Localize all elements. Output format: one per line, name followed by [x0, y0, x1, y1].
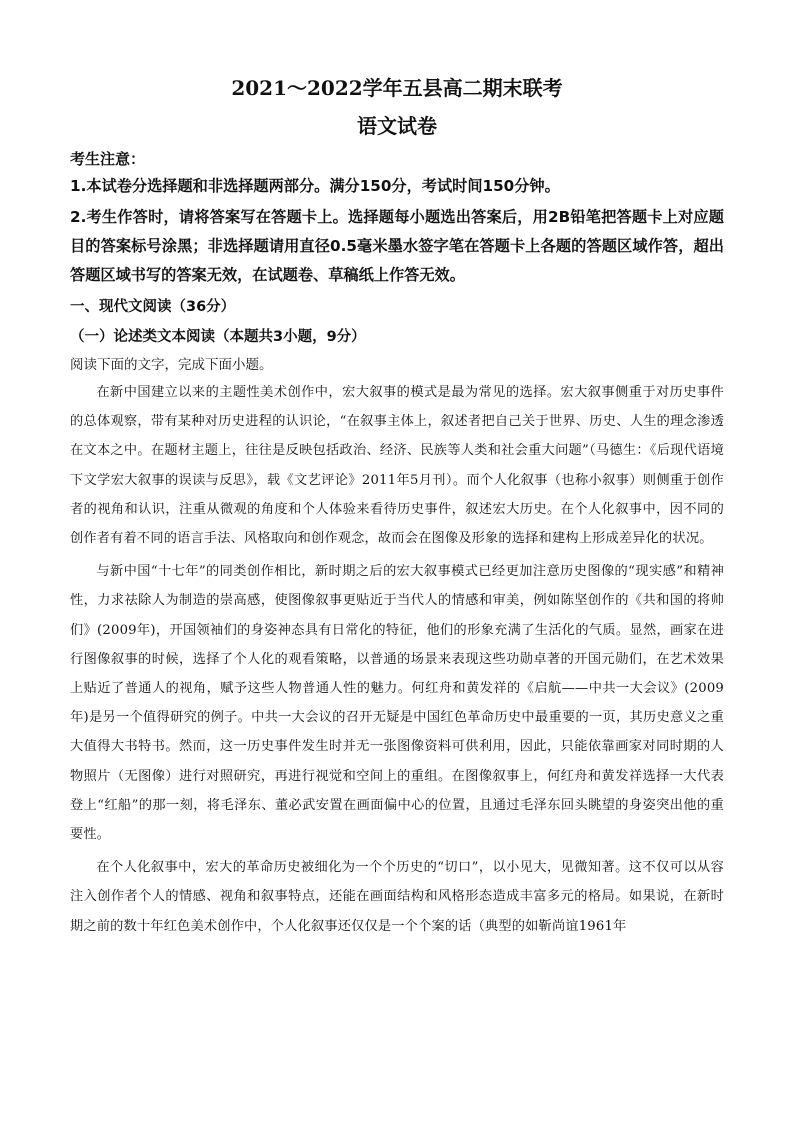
exam-title: 2021～2022学年五县高二期末联考 [231, 76, 563, 100]
exam-subject: 语文试卷 [357, 114, 437, 138]
reading-paragraph-2: 与新中国“十七年”的同类创作相比，新时期之后的宏大叙事模式已经更加注意历史图像的“现实感”和精神性，力求祛除人为制造的崇高感，使图像叙事更贴近于当代人的情感和审美，例如陈坚创作的《共和国的将帅们》(2009年)，开国领袖们的身姿神态具有日常化的特征，他们的形象充满了生活化的气质。显然，画家在进行图像叙事的时候，选择了个人化的观看策略，以普通的场景来表现这些功勋卓著的开国元勋们，在艺术效果上贴近了普通人的视角，赋予这些人物普通人性的魅力。何红舟和黄发祥的《启航——中共一大会议》(2009年)是另一个值得研究的例子。中共一大会议的召开无疑是中国红色革命历史中最重要的一页，其历史意义之重大值得大书特书。然而，这一历史事件发生时并无一张图像资料可供利用，因此，只能依靠画家对同时期的人物照片（无图像）进行对照研究，再进行视觉和空间上的重组。在图像叙事上，何红舟和黄发祥选择一大代表登上“红船”的那一刻，将毛泽东、董必武安置在画面偏中心的位置，且通过毛泽东回头眺望的身姿突出他的重要性。 [70, 564, 724, 843]
reading-paragraph-3: 在个人化叙事中，宏大的革命历史被细化为一个个历史的“切口”，以小见大，见微知著。这不仅可以从容注入创作者个人的情感、视角和叙事特点，还能在画面结构和风格形态造成丰富多元的格局。如果说，在新时期之前的数十年红色美术创作中，个人化叙事还仅仅是一个个案的话（典型的如靳尚谊1961年 [70, 860, 724, 934]
notice-item-2: 2.考生作答时，请将答案写在答题卡上。选择题每小题选出答案后，用2B铅笔把答题卡上对应题目的答案标号涂黑；非选择题请用直径0.5毫米墨水签字笔在答题卡上各题的答题区域作答，超出答题区域书写的答案无效，在试题卷、草稿纸上作答无效。 [70, 208, 724, 284]
reading-paragraph-1: 在新中国建立以来的主题性美术创作中，宏大叙事的模式是最为常见的选择。宏大叙事侧重于对历史事件的总体观察，带有某种对历史进程的认识论，“在叙事主体上，叙述者把自己关于世界、历史、人生的理念渗透在文本之中。在题材主题上，往往是反映包括政治、经济、民族等人类和社会重大问题”（马德生：《后现代语境下文学宏大叙事的误读与反思》，载《文艺评论》2011年5月刊）。而个人化叙事（也称小叙事）则侧重于创作者的视角和认识，注重从微观的角度和个人体验来看待历史事件，叙述宏大历史。在个人化叙事中，因不同的创作者有着不同的语言手法、风格取向和创作观念，故而会在图像及形象的选择和建构上形成差异化的状况。 [70, 385, 724, 547]
reading-instruction: 阅读下面的文字，完成下面小题。 [70, 357, 273, 373]
section-title: 一、现代文阅读（36分） [70, 299, 236, 315]
notice-item-1: 1.本试卷分选择题和非选择题两部分。满分150分，考试时间150分钟。 [70, 177, 560, 195]
notice-heading: 考生注意： [70, 150, 146, 168]
subsection-title: （一）论述类文本阅读（本题共3小题，9分） [70, 329, 366, 345]
